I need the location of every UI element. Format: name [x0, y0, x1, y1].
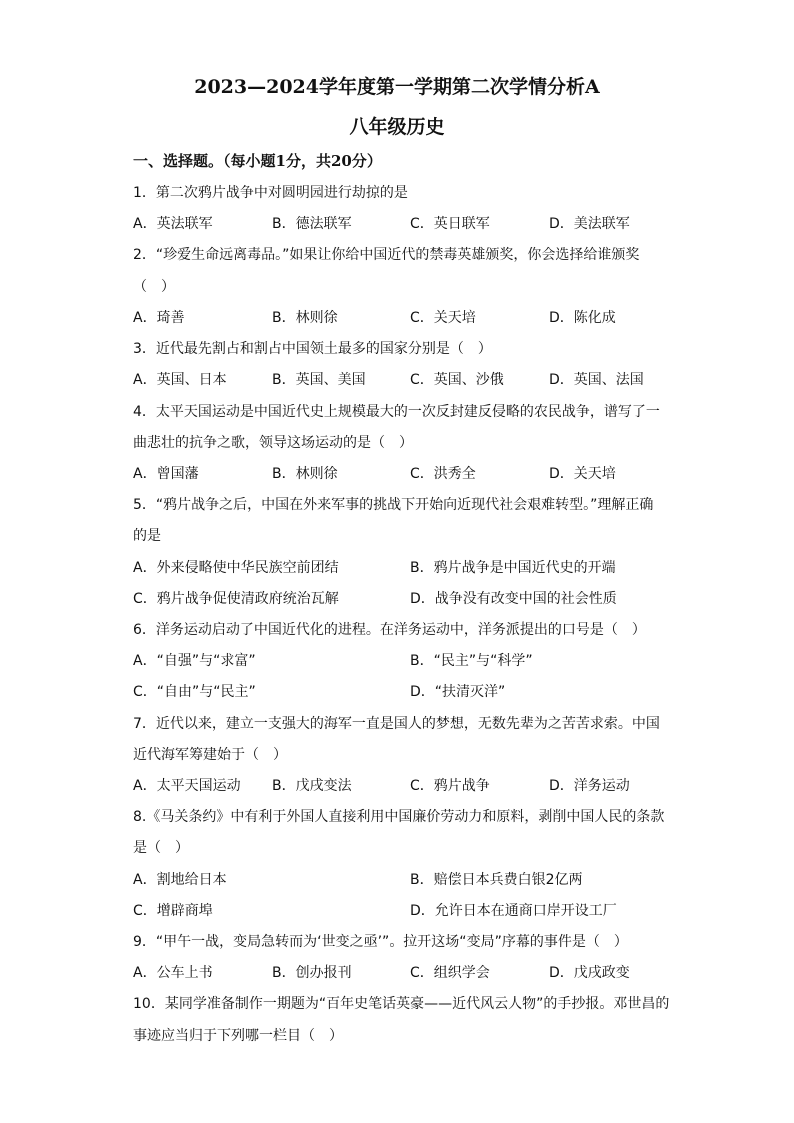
q4-option-d: D．关天培: [549, 466, 616, 482]
q5-option-c: C．鸦片战争促使清政府统治瓦解: [133, 591, 339, 607]
q4-option-a: A．曾国藩: [133, 466, 199, 482]
q1-option-a: A．英法联军: [133, 216, 213, 232]
q5-option-a: A．外来侵略使中华民族空前团结: [133, 560, 339, 576]
q2-option-a: A．琦善: [133, 310, 185, 326]
q7-option-b: B．戊戌变法: [272, 778, 352, 794]
question-8: 8.《马关条约》中有利于外国人直接利用中国廉价劳动力和原料，剥削中国人民的条款: [133, 809, 665, 825]
q8-option-c: C．增辟商埠: [133, 903, 213, 919]
question-3: 3．近代最先割占和割占中国领土最多的国家分别是（ ）: [133, 341, 492, 357]
q2-option-b: B．林则徐: [272, 310, 338, 326]
q6-option-a: A．“自强”与“求富”: [133, 653, 256, 669]
q1-option-c: C．英日联军: [410, 216, 490, 232]
q9-option-b: B．创办报刊: [272, 965, 352, 981]
q3-option-c: C．英国、沙俄: [410, 372, 504, 388]
q4-option-c: C．洪秀全: [410, 466, 476, 482]
q3-option-d: D．英国、法国: [549, 372, 644, 388]
q4-option-b: B．林则徐: [272, 466, 338, 482]
question-1: 1．第二次鸦片战争中对圆明园进行劫掠的是: [133, 185, 408, 201]
question-7: 7．近代以来，建立一支强大的海军一直是国人的梦想，无数先辈为之苦苦求索。中国: [133, 716, 660, 732]
question-10-cont: 事迹应当归于下列哪一栏目（ ）: [133, 1028, 343, 1044]
q8-option-d: D．允许日本在通商口岸开设工厂: [410, 903, 617, 919]
q7-option-d: D．洋务运动: [549, 778, 630, 794]
q1-option-d: D．美法联军: [549, 216, 630, 232]
question-2-cont: （ ）: [133, 279, 175, 295]
question-2: 2．“珍爱生命远离毒品。”如果让你给中国近代的禁毒英雄颁奖，你会选择给谁颁奖: [133, 247, 640, 263]
q7-option-c: C．鸦片战争: [410, 778, 490, 794]
exam-title: 2023—2024学年度第一学期第二次学情分析A: [194, 76, 600, 98]
section-heading: 一、选择题。（每小题1分，共20分）: [133, 152, 382, 170]
q6-option-b: B．“民主”与“科学”: [410, 653, 533, 669]
question-5: 5．“鸦片战争之后，中国在外来军事的挑战下开始向近现代社会艰难转型。”理解正确: [133, 497, 654, 513]
question-9: 9．“甲午一战，变局急转而为‘世变之亟’”。拉开这场“变局”序幕的事件是（ ）: [133, 934, 628, 950]
question-5-cont: 的是: [133, 528, 161, 544]
q8-option-a: A．割地给日本: [133, 872, 227, 888]
q7-option-a: A．太平天国运动: [133, 778, 241, 794]
q5-option-d: D．战争没有改变中国的社会性质: [410, 591, 617, 607]
q9-option-c: C．组织学会: [410, 965, 490, 981]
q3-option-b: B．英国、美国: [272, 372, 366, 388]
q9-option-a: A．公车上书: [133, 965, 213, 981]
question-4: 4．太平天国运动是中国近代史上规模最大的一次反封建反侵略的农民战争，谱写了一: [133, 404, 660, 420]
question-4-cont: 曲悲壮的抗争之歌，领导这场运动的是（ ）: [133, 435, 413, 451]
exam-subtitle: 八年级历史: [349, 116, 445, 138]
q1-option-b: B．德法联军: [272, 216, 352, 232]
question-10: 10．某同学准备制作一期题为“百年史笔话英豪——近代风云人物”的手抄报。邓世昌的: [133, 996, 670, 1012]
q5-option-b: B．鸦片战争是中国近代史的开端: [410, 560, 616, 576]
question-6: 6．洋务运动启动了中国近代化的进程。在洋务运动中，洋务派提出的口号是（ ）: [133, 622, 646, 638]
q8-option-b: B．赔偿日本兵费白银2亿两: [410, 872, 583, 888]
q2-option-c: C．关天培: [410, 310, 476, 326]
q3-option-a: A．英国、日本: [133, 372, 227, 388]
q6-option-d: D．“扶清灭洋”: [410, 684, 506, 700]
q2-option-d: D．陈化成: [549, 310, 616, 326]
q9-option-d: D．戊戌政变: [549, 965, 630, 981]
q6-option-c: C．“自由”与“民主”: [133, 684, 256, 700]
question-8-cont: 是（ ）: [133, 840, 189, 856]
question-7-cont: 近代海军筹建始于（ ）: [133, 747, 287, 763]
